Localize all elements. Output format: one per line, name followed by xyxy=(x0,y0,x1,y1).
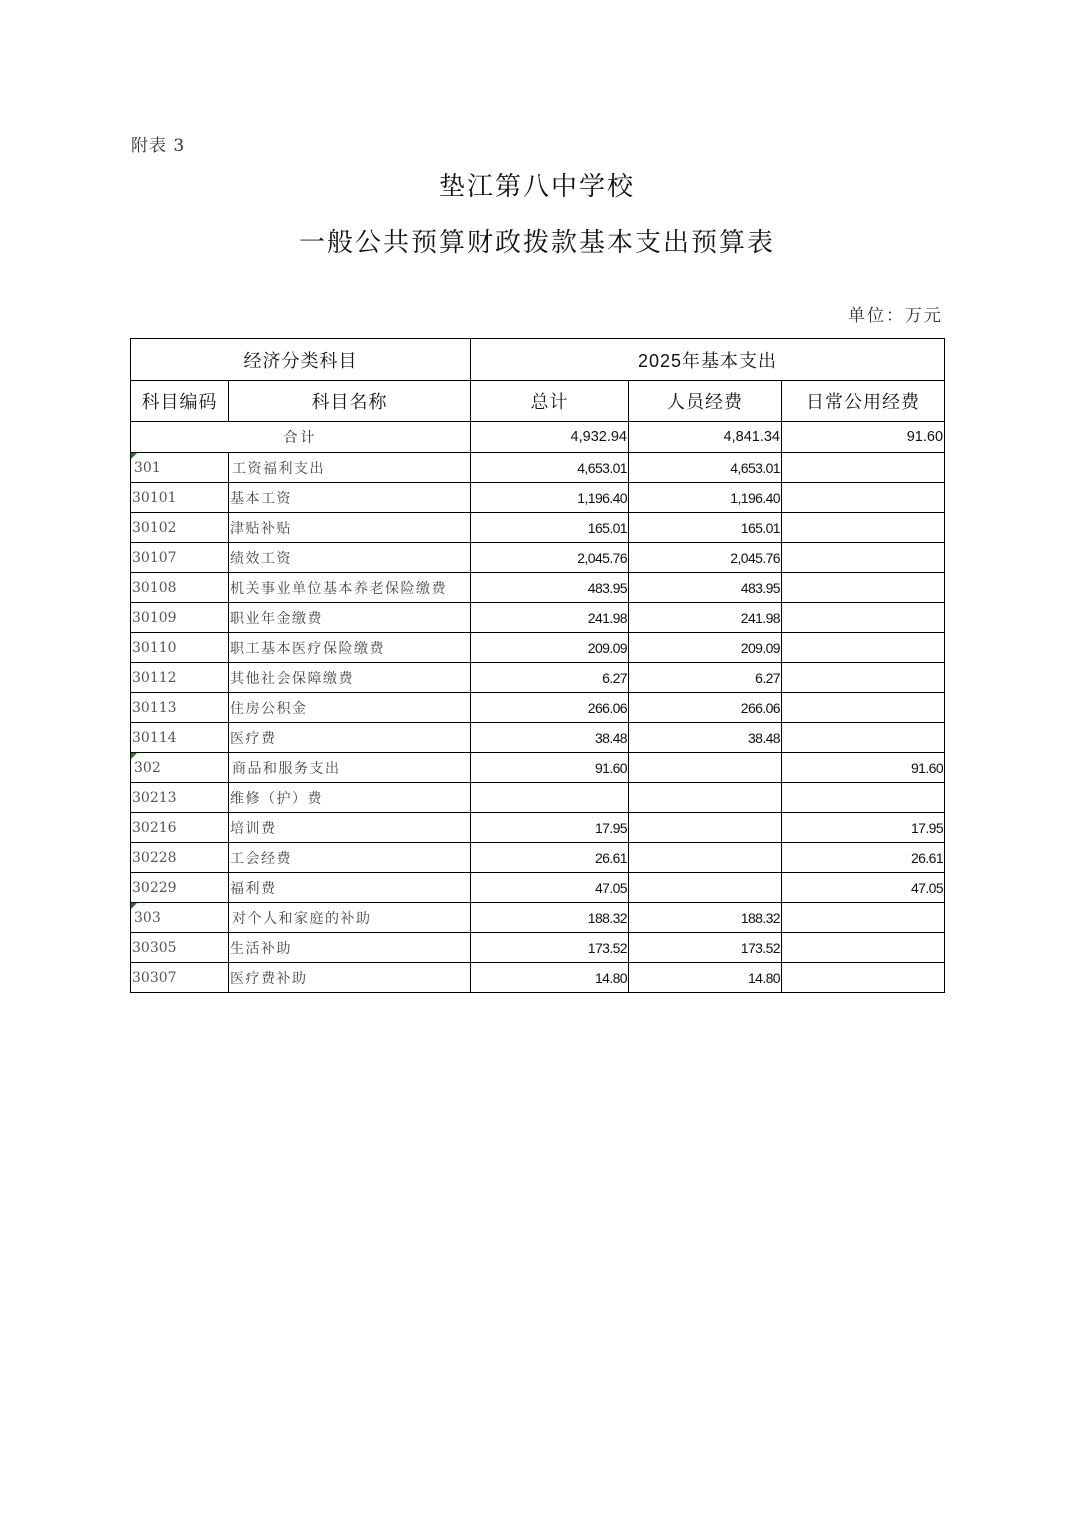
row-personnel: 1,196.40 xyxy=(629,483,782,513)
row-name: 其他社会保障缴费 xyxy=(229,663,471,693)
row-public xyxy=(782,783,945,813)
row-name: 工资福利支出 xyxy=(229,453,471,483)
header-total: 总计 xyxy=(471,381,629,422)
table-group-header-row xyxy=(131,339,945,381)
row-total: 26.61 xyxy=(471,843,629,873)
row-personnel: 173.52 xyxy=(629,933,782,963)
table-row xyxy=(131,483,945,513)
appendix-label: 附表 3 xyxy=(131,136,186,156)
row-code: 30229 xyxy=(131,873,229,903)
unit-label: 单位：万元 xyxy=(848,306,943,326)
row-personnel xyxy=(629,753,782,783)
row-code: 30213 xyxy=(131,783,229,813)
row-public xyxy=(782,453,945,483)
row-name: 福利费 xyxy=(229,873,471,903)
row-public: 26.61 xyxy=(782,843,945,873)
row-personnel: 6.27 xyxy=(629,663,782,693)
total-personnel: 4,841.34 xyxy=(629,422,782,453)
row-total: 483.95 xyxy=(471,573,629,603)
row-total: 91.60 xyxy=(471,753,629,783)
row-total: 38.48 xyxy=(471,723,629,753)
row-personnel: 188.32 xyxy=(629,903,782,933)
row-personnel: 165.01 xyxy=(629,513,782,543)
budget-table xyxy=(130,338,945,993)
table-column-header-row xyxy=(131,381,945,422)
row-total: 241.98 xyxy=(471,603,629,633)
row-personnel xyxy=(629,873,782,903)
row-public xyxy=(782,663,945,693)
row-name: 生活补助 xyxy=(229,933,471,963)
header-economic-classification: 经济分类科目 xyxy=(131,339,471,381)
header-personnel: 人员经费 xyxy=(629,381,782,422)
row-name: 培训费 xyxy=(229,813,471,843)
row-code: 30108 xyxy=(131,573,229,603)
row-public: 47.05 xyxy=(782,873,945,903)
row-personnel xyxy=(629,783,782,813)
row-personnel: 241.98 xyxy=(629,603,782,633)
table-row xyxy=(131,903,945,933)
row-name: 医疗费 xyxy=(229,723,471,753)
row-personnel: 209.09 xyxy=(629,633,782,663)
row-total: 173.52 xyxy=(471,933,629,963)
row-code: 30109 xyxy=(131,603,229,633)
row-total: 6.27 xyxy=(471,663,629,693)
row-total: 2,045.76 xyxy=(471,543,629,573)
row-name: 绩效工资 xyxy=(229,543,471,573)
table-row xyxy=(131,513,945,543)
row-name: 职工基本医疗保险缴费 xyxy=(229,633,471,663)
row-code: 30110 xyxy=(131,633,229,663)
page-title-school: 垫江第八中学校 xyxy=(438,172,635,202)
header-year-basic-expenditure: 2025年基本支出 xyxy=(471,339,945,381)
table-row xyxy=(131,783,945,813)
total-public: 91.60 xyxy=(782,422,945,453)
row-total: 4,653.01 xyxy=(471,453,629,483)
row-code: 30114 xyxy=(131,723,229,753)
row-code: 301 xyxy=(131,453,229,483)
total-row xyxy=(131,422,945,453)
total-label: 合计 xyxy=(131,422,471,453)
row-code: 302 xyxy=(131,753,229,783)
row-public xyxy=(782,633,945,663)
row-personnel: 4,653.01 xyxy=(629,453,782,483)
table-row xyxy=(131,873,945,903)
row-name: 商品和服务支出 xyxy=(229,753,471,783)
row-total: 188.32 xyxy=(471,903,629,933)
row-personnel: 14.80 xyxy=(629,963,782,993)
row-personnel xyxy=(629,843,782,873)
page-title-table: 一般公共预算财政拨款基本支出预算表 xyxy=(298,228,775,258)
row-public xyxy=(782,933,945,963)
row-code: 30112 xyxy=(131,663,229,693)
row-name: 医疗费补助 xyxy=(229,963,471,993)
row-public xyxy=(782,903,945,933)
row-total: 17.95 xyxy=(471,813,629,843)
row-code: 30107 xyxy=(131,543,229,573)
row-personnel: 483.95 xyxy=(629,573,782,603)
table-row xyxy=(131,693,945,723)
row-name: 住房公积金 xyxy=(229,693,471,723)
row-total: 14.80 xyxy=(471,963,629,993)
row-name: 职业年金缴费 xyxy=(229,603,471,633)
row-code: 30228 xyxy=(131,843,229,873)
row-personnel xyxy=(629,813,782,843)
row-total: 209.09 xyxy=(471,633,629,663)
row-total: 266.06 xyxy=(471,693,629,723)
header-public: 日常公用经费 xyxy=(782,381,945,422)
row-code: 30113 xyxy=(131,693,229,723)
row-name: 维修（护）费 xyxy=(229,783,471,813)
table-row xyxy=(131,843,945,873)
row-name: 工会经费 xyxy=(229,843,471,873)
row-personnel: 266.06 xyxy=(629,693,782,723)
row-name: 对个人和家庭的补助 xyxy=(229,903,471,933)
row-public xyxy=(782,513,945,543)
row-public xyxy=(782,603,945,633)
table-row xyxy=(131,633,945,663)
row-code: 30102 xyxy=(131,513,229,543)
row-public: 17.95 xyxy=(782,813,945,843)
row-total: 47.05 xyxy=(471,873,629,903)
row-public xyxy=(782,693,945,723)
row-public xyxy=(782,963,945,993)
table-row xyxy=(131,813,945,843)
row-code: 30216 xyxy=(131,813,229,843)
row-public xyxy=(782,573,945,603)
row-total xyxy=(471,783,629,813)
table-row xyxy=(131,453,945,483)
row-total: 1,196.40 xyxy=(471,483,629,513)
table-row xyxy=(131,543,945,573)
table-row xyxy=(131,603,945,633)
row-code: 30101 xyxy=(131,483,229,513)
row-name: 机关事业单位基本养老保险缴费 xyxy=(229,573,471,603)
total-total: 4,932.94 xyxy=(471,422,629,453)
row-code: 30307 xyxy=(131,963,229,993)
table-row xyxy=(131,963,945,993)
row-code: 30305 xyxy=(131,933,229,963)
row-public: 91.60 xyxy=(782,753,945,783)
table-row xyxy=(131,663,945,693)
row-public xyxy=(782,543,945,573)
table-row xyxy=(131,573,945,603)
row-name: 基本工资 xyxy=(229,483,471,513)
row-personnel: 2,045.76 xyxy=(629,543,782,573)
row-public xyxy=(782,723,945,753)
header-code: 科目编码 xyxy=(131,381,229,422)
row-code: 303 xyxy=(131,903,229,933)
row-total: 165.01 xyxy=(471,513,629,543)
row-public xyxy=(782,483,945,513)
row-personnel: 38.48 xyxy=(629,723,782,753)
table-row xyxy=(131,723,945,753)
table-row xyxy=(131,933,945,963)
table-row xyxy=(131,753,945,783)
header-name: 科目名称 xyxy=(229,381,471,422)
row-name: 津贴补贴 xyxy=(229,513,471,543)
